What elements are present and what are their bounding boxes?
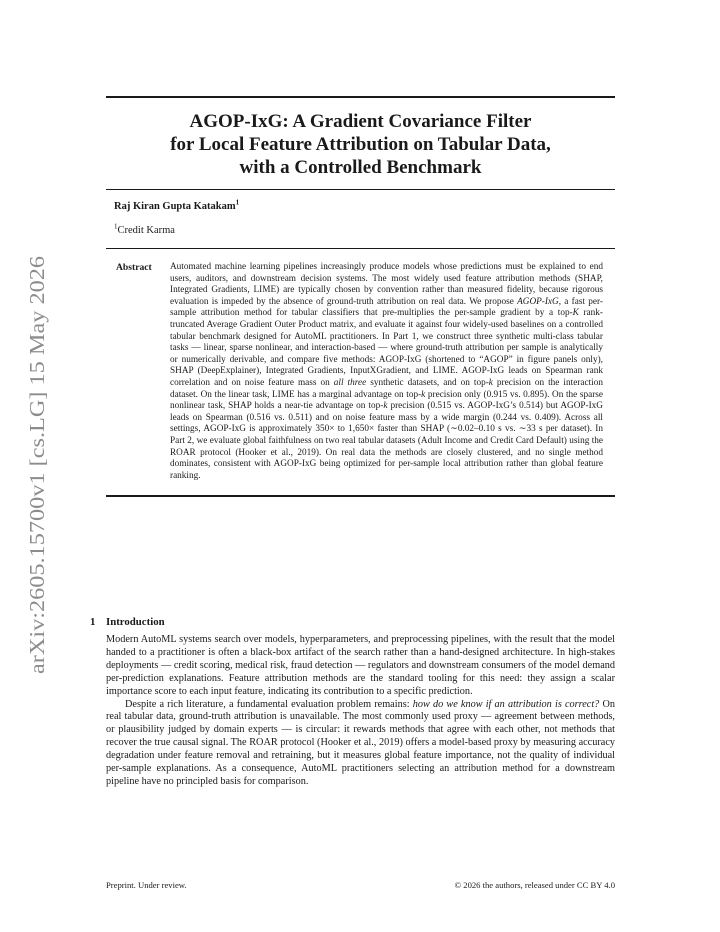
arxiv-id-text: arXiv:2605.15700v1 [cs.LG] 15 May 2026 [25,303,49,674]
paragraph: Modern AutoML systems search over models, hyperparameters, and preprocessing pipelines, with the result that the model handed to a practitioner is often a black-box artifact of the search rather than a hand-designed architecture. In high-stakes deployments — credit scoring, medical risk, fraud detection — regulators and downstream consumers of the model demand per-prediction explanations. Feature attribution methods are the standard tooling for this need: they assign a scalar importance score to each input feature, indicating its contribution to a specific prediction. [106,634,615,697]
abstract-text: Automated machine learning pipelines increasingly produce models whose predictions must be explained to end users, auditors, and downstream decision systems. The most widely used feature attribution methods (SHAP, Integrated Gradients, LIME) are typically chosen by convention rather than measured fidelity, because rigorous evaluation is impeded by the absence of ground-truth attribution on real data. We propose AGOP-IxG, a fast per-sample attribution method for tabular classifiers that pre-multiplies the per-sample gradient by a top-K rank-truncated Average Gradient Outer Product matrix, and evaluate it against four widely-used baselines on a controlled tabular benchmark designed for AutoML practitioners. In Part 1, we construct three synthetic multi-class tabular tasks — linear, sparse nonlinear, and interaction-based — where ground-truth attribution per sample is analytically or numerically derivable, and compare five methods: AGOP-IxG (shortened to “AGOP” in figure panels only), SHAP (DeepExplainer), Integrated Gradients, InputXGradient, and LIME. AGOP-IxG leads on Spearman rank correlation and on noise feature mass on all three synthetic datasets, and on top-k precision on the interaction dataset. On the linear task, LIME has a marginal advantage on top-k precision only (0.915 vs. 0.895). On the sparse nonlinear task, SHAP holds a near-tie advantage on top-k precision (0.515 vs. AGOP-IxG’s 0.514) but AGOP-IxG leads on Spearman (0.516 vs. 0.511) and on noise feature mass by a wide margin (0.244 vs. 0.409). Across all settings, AGOP-IxG is approximately 350× to 1,650× faster than SHAP (∼0.02–0.10 s vs. ∼33 s per dataset). In Part 2, we evaluate global faithfulness on two real tabular datasets (Adult Income and Credit Card Default) using the ROAR protocol (Hooker et al., 2019). On real data the methods are closely clustered, and no single method dominates, consistent with AGOP-IxG being optimized for per-sample local attribution rather than global feature ranking. [170,262,603,481]
page-footer [106,880,615,891]
paper-header [106,96,615,497]
section-number: 1 [90,616,96,628]
author-block [106,190,615,248]
author-affil-mark: 1 [235,198,240,207]
abstract [106,249,615,495]
title-line: AGOP-IxG: A Gradient Covariance Filter [189,111,532,132]
abstract-bottom-rule [106,495,615,497]
footer-preprint-note: Preprint. Under review. [106,880,187,890]
abstract-label: Abstract [116,262,152,273]
title-line: for Local Feature Attribution on Tabular Data, [170,134,551,155]
title-line: with a Controlled Benchmark [239,157,482,178]
author-name: Raj Kiran Gupta Katakam$^1$ [114,198,240,212]
paragraph: Despite a rich literature, a fundamental evaluation problem remains: how do we know if an attribution is correct? On real tabular data, ground-truth attribution is unavailable. The most commonly used proxy — agreement between methods, or plausibility judged by domain experts — is circular: it rewards methods that agree with each other, not methods that recover the true causal signal. The ROAR protocol (Hooker et al., 2019) offers a model-based proxy by measuring accuracy degradation under feature removal and retraining, but it measures global feature importance, not the quality of individual per-sample explanations. As a consequence, AutoML practitioners selecting an attribution method for a downstream pipeline have no principled basis for comparison. [106,698,615,787]
affiliation: $^1$Credit Karma [114,222,175,236]
title-top-rule [106,96,615,98]
introduction-section [90,615,615,789]
section-title: Introduction [106,616,165,628]
section-heading [90,615,615,629]
affil-mark: 1 [114,222,118,231]
paper-title [106,110,615,179]
footer-license: © 2026 the authors, released under CC BY 4.0 [454,880,615,890]
arxiv-stamp [14,250,58,680]
